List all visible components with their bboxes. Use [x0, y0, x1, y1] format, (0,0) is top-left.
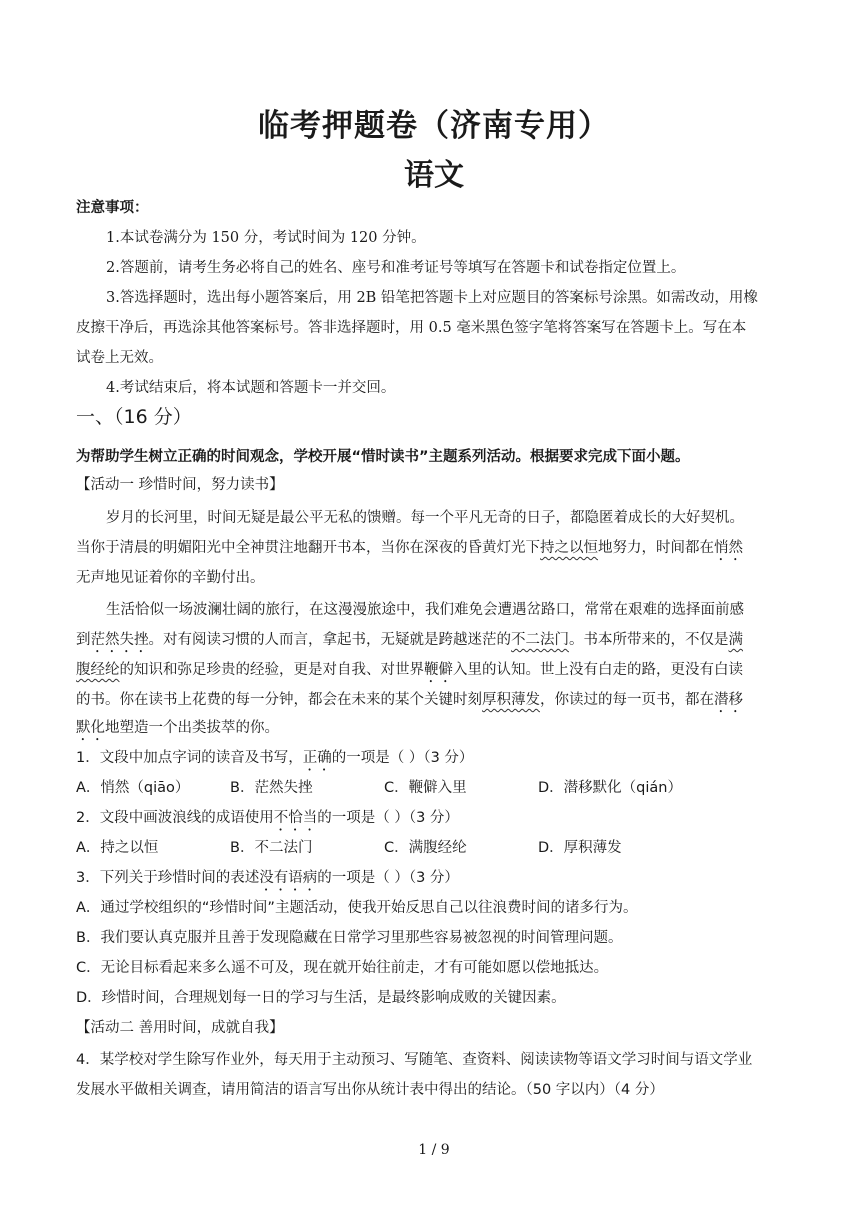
passage-p2-line-4: [76, 690, 743, 716]
dotted-word: 不恰当: [273, 810, 318, 826]
q2-option-b[interactable]: B．不二法门: [230, 840, 313, 856]
q1-option-c[interactable]: C．鞭僻入里: [384, 780, 467, 796]
question-4-line-2: 发展水平做相关调查，请用简洁的语言写出你从统计表中得出的结论。（50 字以内）（4 分）: [76, 1082, 664, 1098]
dotted-word: 茫然失挫: [90, 632, 149, 648]
activity-2-heading: 【活动二 善用时间，成就自我】: [76, 1020, 284, 1036]
dotted-word: 潜移: [714, 692, 743, 708]
question-4-line-1: 4．某学校对学生除写作业外，每天用于主动预习、写随笔、查资料、阅读读物等语文学习时间与语文学业: [76, 1052, 753, 1068]
text-span: 入里的认知。世上没有白走的路，更没有白读: [453, 662, 743, 678]
exam-title: 临考押题卷（济南专用）: [258, 108, 610, 144]
passage-p1-line-1: 岁月的长河里，时间无疑是最公平无私的馈赠。每一个平凡无奇的日子，都隐匿着成长的大好契机。: [106, 510, 744, 526]
q3-option-c[interactable]: C．无论目标看起来多么遥不可及，现在就开始往前走，才有可能如愿以偿地抵达。: [76, 960, 609, 976]
passage-p1-line-2: [76, 538, 743, 564]
page-number: 1 / 9: [418, 1142, 450, 1158]
section-heading: 一、（16 分）: [76, 406, 192, 428]
text-span: 地努力，时间都在: [598, 540, 714, 556]
notice-item-1: 1.本试卷满分为 150 分，考试时间为 120 分钟。: [106, 230, 426, 246]
q3-option-d[interactable]: D．珍惜时间，合理规划每一日的学习与生活，是最终影响成败的关键因素。: [76, 990, 566, 1006]
q1-option-d[interactable]: D．潜移默化（qián）: [538, 780, 682, 796]
notice-item-3-line-2: 皮擦干净后，再选涂其他答案标号。答非选择题时，用 0.5 毫米黑色签字笔将答案写在答题卡上。写在本: [76, 320, 747, 336]
text-span: 地塑造一个出类拔萃的你。: [105, 720, 279, 736]
notice-item-2: 2.答题前，请考生务必将自己的姓名、座号和准考证号等填写在答题卡和试卷指定位置上。: [106, 260, 686, 276]
section-intro: 为帮助学生树立正确的时间观念，学校开展“惜时读书”主题系列活动。根据要求完成下面小题。: [76, 449, 690, 465]
text-span: ，你读过的每一页书，都在: [540, 692, 714, 708]
q1-option-b[interactable]: B．茫然失挫: [230, 780, 313, 796]
notice-heading: 注意事项：: [76, 200, 149, 216]
question-2-stem: [76, 808, 459, 834]
wavy-idiom: 不二法门: [511, 632, 569, 648]
passage-p1-line-3: 无声地见证着你的辛勤付出。: [76, 570, 265, 586]
notice-item-4: 4.考试结束后，将本试题和答题卡一并交回。: [106, 380, 396, 396]
subject-title: 语文: [404, 158, 464, 193]
wavy-idiom: 厚积薄发: [482, 692, 540, 708]
text-span: 的书。你在读书上花费的每一分钟，都会在未来的某个关键时刻: [76, 692, 482, 708]
q2-option-a[interactable]: A．持之以恒: [76, 840, 159, 856]
passage-p2-line-3: [76, 660, 743, 686]
text-span: 到: [76, 632, 91, 648]
wavy-idiom: 满: [728, 632, 743, 648]
dotted-word: 没有语病: [259, 870, 318, 886]
passage-p2-line-1: 生活恰似一场波澜壮阔的旅行，在这漫漫旅途中，我们难免会遭遇岔路口，常常在艰难的选择面前感: [106, 602, 744, 618]
text-span: 的一项是（ ）（3 分）: [317, 810, 459, 826]
text-span: 3．下列关于珍惜时间的表述: [76, 870, 260, 886]
notice-item-3-line-3: 试卷上无效。: [76, 350, 163, 366]
text-span: 的一项是（ ）（3 分）: [331, 750, 474, 766]
wavy-idiom: 持之以恒: [540, 540, 598, 556]
q3-option-b[interactable]: B．我们要认真克服并且善于发现隐藏在日常学习里那些容易被忽视的时间管理问题。: [76, 930, 623, 946]
text-span: 2．文段中画波浪线的成语使用: [76, 810, 274, 826]
text-span: 的一项是（ ）（3 分）: [317, 870, 459, 886]
dotted-word: 鞭僻: [424, 662, 453, 678]
text-span: 1．文段中加点字词的读音及书写，: [76, 750, 303, 766]
q3-option-a[interactable]: A．通过学校组织的“珍惜时间”主题活动，使我开始反思自己以往浪费时间的诸多行为。: [76, 900, 638, 916]
text-span: 当你于清晨的明媚阳光中全神贯注地翻开书本，当你在深夜的昏黄灯光下: [76, 540, 540, 556]
question-1-stem: [76, 748, 473, 774]
passage-p2-line-2: [76, 630, 743, 656]
q2-option-c[interactable]: C．满腹经纶: [384, 840, 467, 856]
dotted-word: 正确: [302, 750, 332, 766]
q2-option-d[interactable]: D．厚积薄发: [538, 840, 622, 856]
text-span: 。对有阅读习惯的人而言，拿起书，无疑就是跨越迷茫的: [148, 632, 511, 648]
passage-p2-line-5: [76, 718, 279, 744]
dotted-word: 默化: [76, 720, 105, 736]
activity-1-heading: 【活动一 珍惜时间，努力读书】: [76, 477, 284, 493]
dotted-word: 悄然: [714, 540, 743, 556]
notice-item-3-line-1: 3.答选择题时，选出每小题答案后，用 2B 铅笔把答题卡上对应题目的答案标号涂黑。如需改动，用橡: [106, 290, 758, 306]
text-span: 。书本所带来的，不仅是: [569, 632, 729, 648]
q1-option-a[interactable]: A．悄然（qiāo）: [76, 780, 190, 796]
question-3-stem: [76, 868, 459, 894]
text-span: 的知识和弥足珍贵的经验，更是对自我、对世界: [119, 662, 424, 678]
wavy-idiom: 腹经纶: [76, 662, 120, 678]
